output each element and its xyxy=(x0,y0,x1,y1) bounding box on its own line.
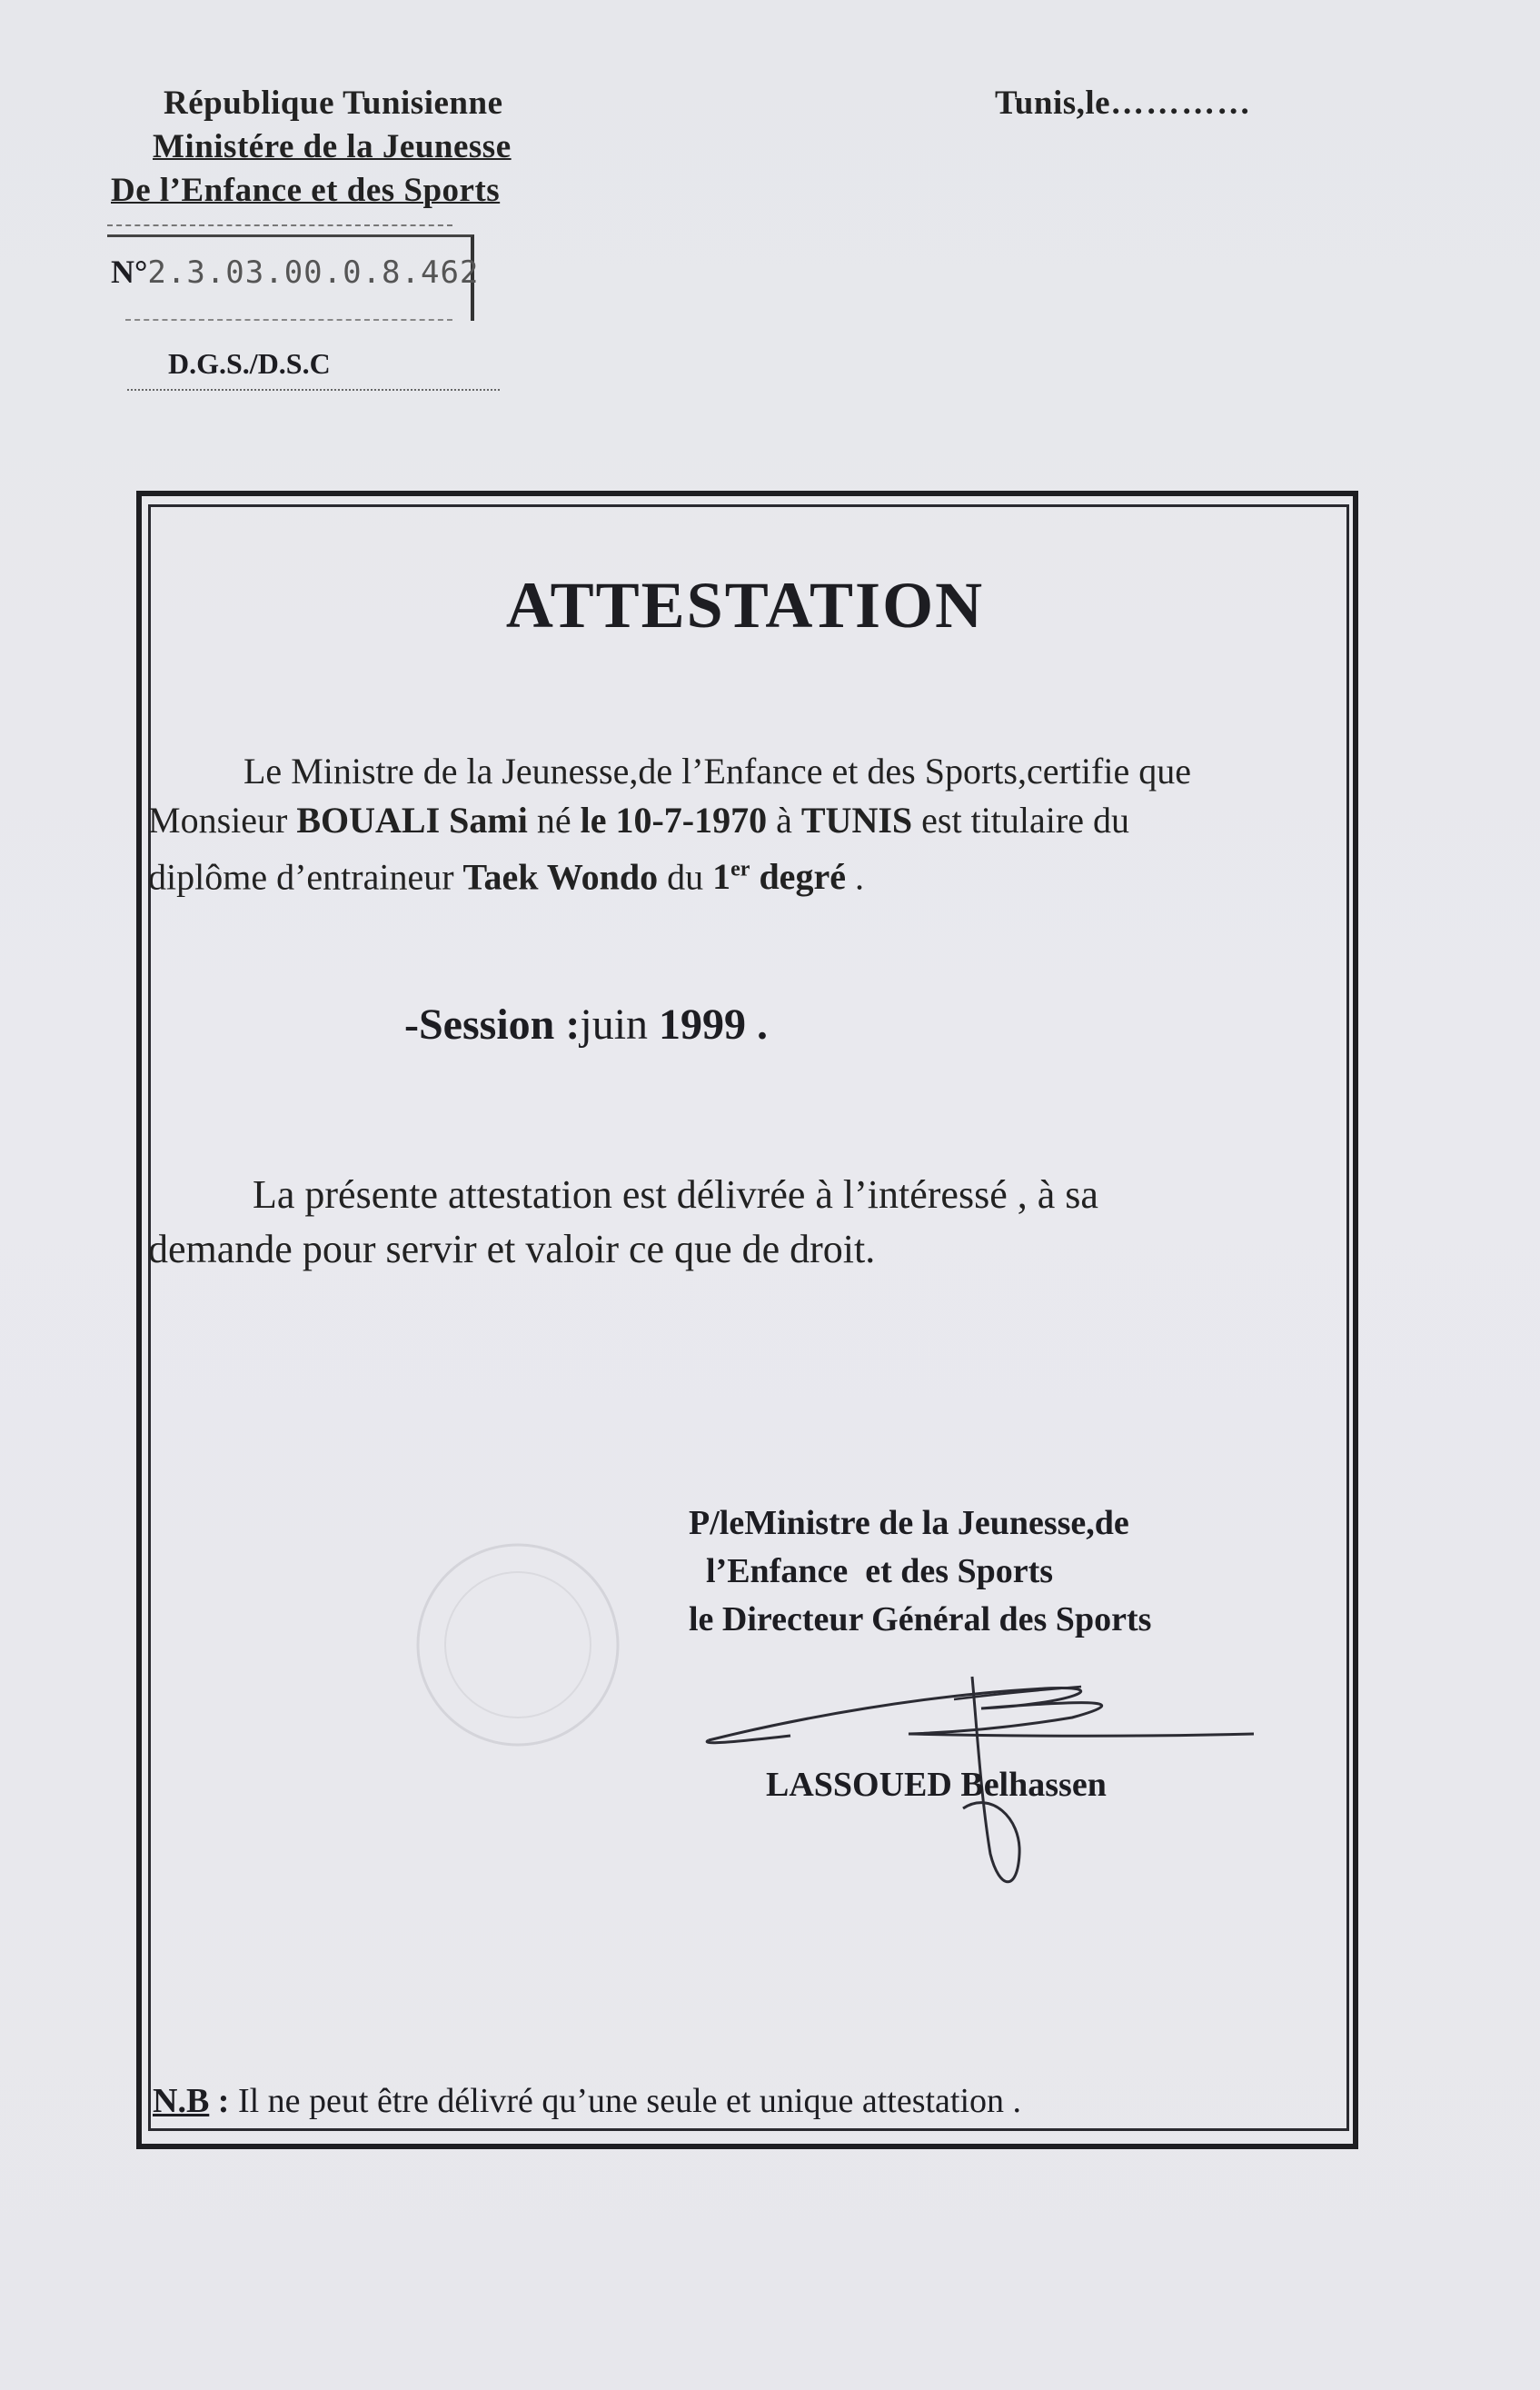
word-ne: né xyxy=(536,800,571,841)
discipline: Taek Wondo xyxy=(462,856,659,898)
city-date xyxy=(995,84,1252,123)
department-underline xyxy=(127,389,500,391)
word-monsieur: Monsieur xyxy=(148,800,288,841)
signatory-line1: P/leMinistre de la Jeunesse,de xyxy=(689,1504,1129,1542)
paragraph-line-diploma xyxy=(148,845,1329,901)
department-code: D.G.S./D.S.C xyxy=(168,347,331,380)
ministry-heading-line2: De l’Enfance et des Sports xyxy=(111,172,501,209)
word-a: à xyxy=(776,800,792,841)
signatory-line3: le Directeur Général des Sports xyxy=(689,1600,1152,1638)
signatory-line2: l’Enfance et des Sports xyxy=(689,1552,1054,1590)
signatory-block xyxy=(689,1499,1151,1644)
birth-city: TUNIS xyxy=(800,800,913,841)
holder-name: BOUALI Sami xyxy=(296,800,528,841)
delivery-line1: La présente attestation est délivrée à l’intéressé , à sa xyxy=(253,1172,1098,1217)
delivery-line2: demande pour servir et valoir ce que de droit. xyxy=(148,1227,876,1271)
word-du: du xyxy=(667,856,704,898)
document-title: ATTESTATION xyxy=(505,569,985,642)
degree-superscript: er xyxy=(730,858,750,881)
reference-number: 2.3.03.00.0.8.462 xyxy=(147,254,480,291)
session-label: -Session : xyxy=(404,1001,581,1049)
footnote-label: N.B xyxy=(153,2082,210,2120)
city-date-label: Tunis,le xyxy=(995,85,1111,122)
diploma-label: diplôme d’entraineur xyxy=(148,856,454,898)
word-titulaire: est titulaire du xyxy=(921,800,1129,841)
session-line xyxy=(404,1000,768,1050)
reference-label: N° xyxy=(111,254,148,290)
delivery-paragraph xyxy=(148,1168,1329,1277)
degree-number: 1 xyxy=(712,856,731,898)
sentence-end: . xyxy=(854,856,864,898)
republic-heading: République Tunisienne xyxy=(164,85,503,122)
session-year: 1999 . xyxy=(659,1001,769,1049)
date-blank: ………… xyxy=(1110,85,1253,122)
paragraph-intro: Le Ministre de la Jeunesse,de l’Enfance et des Sports,certifie que xyxy=(243,751,1191,792)
footnote-text: Il ne peut être délivré qu’une seule et unique attestation . xyxy=(229,2082,1022,2120)
session-month: juin xyxy=(580,1001,649,1049)
paragraph-line-identity xyxy=(148,796,1329,845)
certification-paragraph xyxy=(148,747,1329,901)
degree-word: degré xyxy=(759,856,846,898)
signatory-name: LASSOUED Belhassen xyxy=(766,1766,1107,1804)
footnote-colon: : xyxy=(209,2082,230,2120)
birth-date: le 10-7-1970 xyxy=(580,800,768,841)
footnote xyxy=(153,2081,1021,2121)
reference-number-line xyxy=(111,253,479,291)
ministry-heading-line1: Ministére de la Jeunesse xyxy=(153,128,512,165)
faint-seal-stamp xyxy=(400,1527,636,1763)
